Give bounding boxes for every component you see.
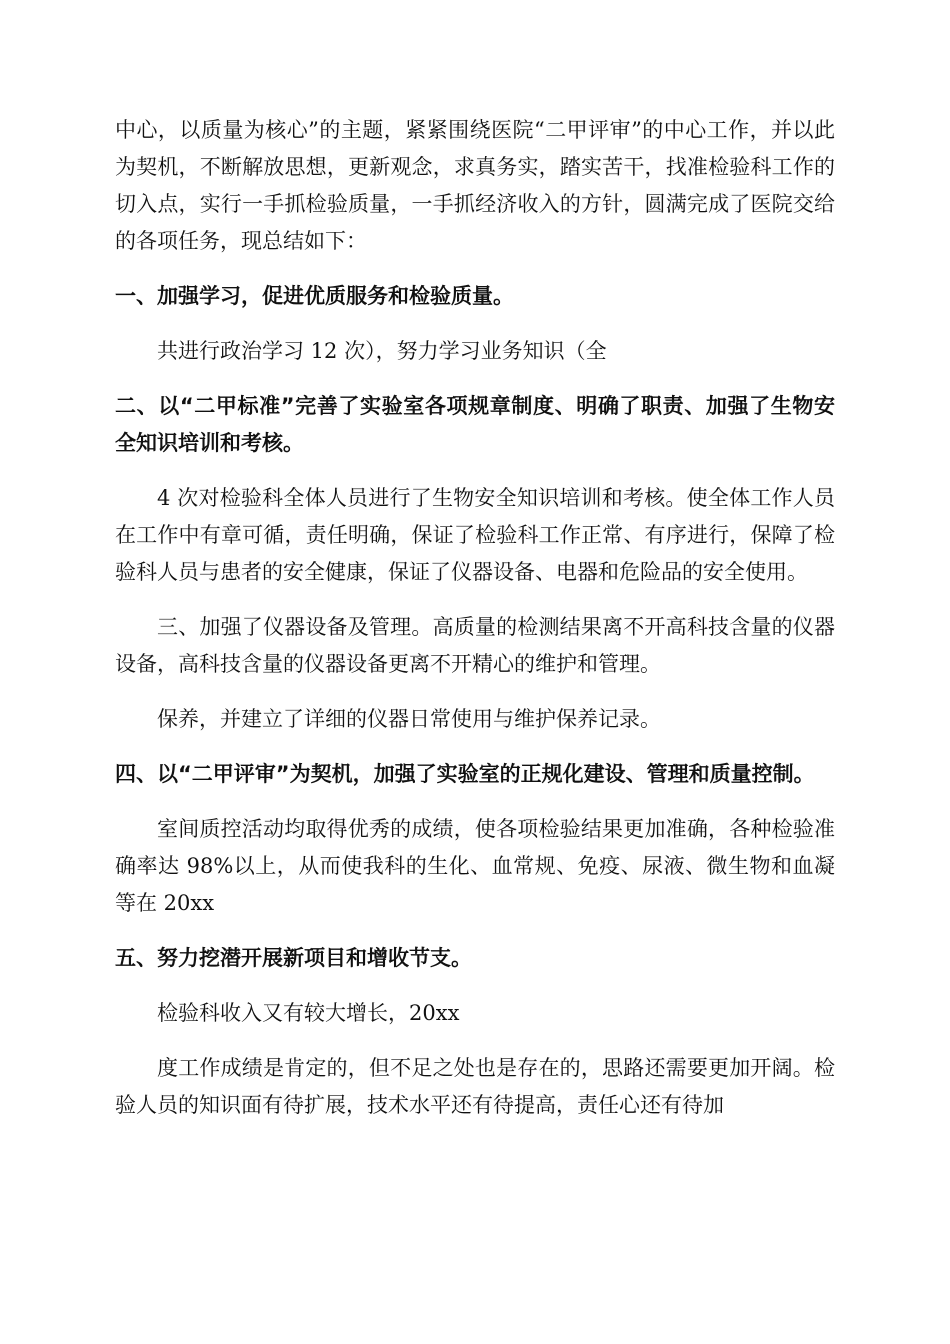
summary-paragraph: 度工作成绩是肯定的，但不足之处也是存在的，思路还需要更加开阔。检验人员的知识面有待扩展，技术水平还有待提高，责任心还有待加 (115, 1056, 835, 1117)
spacer (115, 738, 835, 756)
spacer (115, 683, 835, 701)
intro-paragraph: 中心，以质量为核心”的主题，紧紧围绕医院“二甲评审”的中心工作，并以此为契机，不断解放思想，更新观念，求真务实，踏实苦干，找准检验科工作的切入点，实行一手抓检验质量，一手抓经济收入的方针，圆满完成了医院交给的各项任务，现总结如下： (115, 118, 835, 253)
section-heading-2: 二、以“二甲标准”完善了实验室各项规章制度、明确了职责、加强了生物安全知识培训和考核。 (115, 394, 835, 455)
section-heading-5: 五、努力挖潜开展新项目和增收节支。 (115, 946, 472, 970)
spacer (115, 977, 835, 995)
section-4-paragraph: 室间质控活动均取得优秀的成绩，使各项检验结果更加准确，各种检验准确率达 98%以上，从而使我科的生化、血常规、免疫、尿液、微生物和血凝等在 20xx (115, 817, 835, 915)
spacer (115, 591, 835, 609)
section-2-paragraph: 4 次对检验科全体人员进行了生物安全知识培训和考核。使全体工作人员在工作中有章可循，责任明确，保证了检验科工作正常、有序进行，保障了检验科人员与患者的安全健康，保证了仪器设备、电器和危险品的安全使用。 (115, 486, 835, 584)
section-5-paragraph: 检验科收入又有较大增长，20xx (157, 1001, 460, 1025)
document-page (115, 112, 835, 1124)
section-1-paragraph: 共进行政治学习 12 次），努力学习业务知识（全 (157, 339, 607, 363)
spacer (115, 922, 835, 940)
section-heading-4: 四、以“二甲评审”为契机，加强了实验室的正规化建设、管理和质量控制。 (115, 762, 815, 786)
spacer (115, 793, 835, 811)
section-3-paragraph: 三、加强了仪器设备及管理。高质量的检测结果离不开高科技含量的仪器设备，高科技含量的仪器设备更离不开精心的维护和管理。 (115, 615, 835, 676)
spacer (115, 462, 835, 480)
section-heading-1: 一、加强学习，促进优质服务和检验质量。 (115, 284, 514, 308)
spacer (115, 1032, 835, 1050)
spacer (115, 260, 835, 278)
spacer (115, 370, 835, 388)
spacer (115, 315, 835, 333)
section-3-maintenance-paragraph: 保养，并建立了详细的仪器日常使用与维护保养记录。 (157, 707, 661, 731)
